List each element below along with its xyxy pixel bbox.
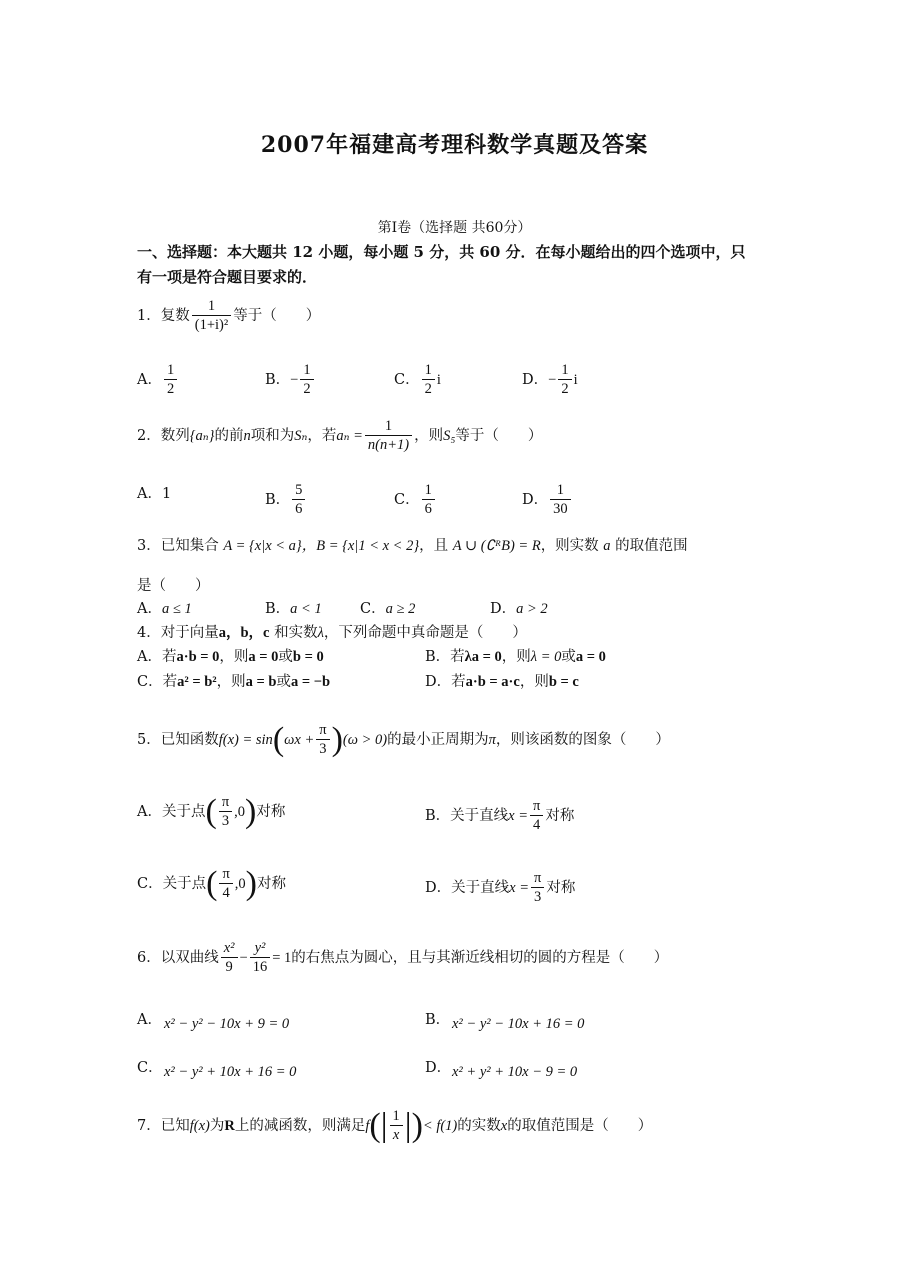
q6-option-d-value: x² + y² + 10x − 9 = 0 — [452, 1064, 578, 1080]
q6-option-c: C． — [137, 1060, 163, 1076]
q1-option-b: B．− $\frac{1}{2}$ — [265, 362, 316, 398]
question-3-cont: 是（ ） — [137, 578, 210, 594]
q6-option-c-value: x² − y² + 10x + 16 = 0 — [164, 1064, 297, 1080]
q4-option-b: B．若λa = 0，则λ = 0或a = 0 — [425, 649, 606, 665]
question-7: 7．已知f(x)为R上的减函数，则满足f(| $\frac{1}{x}$ |)< f(1)的实数x的取值范围是（ ） — [137, 1107, 653, 1144]
question-2: 2．数列{aₙ}的前n项和为Sₙ，若aₙ = $\frac{1}{n(n+1)}$ ，则S₅等于（ ） — [137, 418, 543, 453]
question-1: 1．复数 $\frac{1}{\text{(1+i)²}}$ 等于（ ） — [137, 298, 321, 333]
q3-option-c: C．a ≥ 2 — [360, 601, 416, 617]
q6-option-a-value: x² − y² − 10x + 9 = 0 — [164, 1016, 290, 1032]
q5-option-a: A．关于点( $\frac{\pi}{3}$ ,0)对称 — [137, 793, 286, 830]
q6-option-b: B． — [425, 1012, 451, 1028]
section-heading: 第Ⅰ卷（选择题 共60分） — [377, 220, 532, 236]
q2-fraction: $\frac{1}{n(n+1)}$ — [365, 418, 412, 454]
q4-option-c: C．若a² = b²，则a = b或a = −b — [137, 674, 331, 690]
q1-fraction: $\frac{1}{\text{(1+i)²}}$ — [192, 298, 231, 334]
q2-option-d: D． $\frac{1}{30}$ — [522, 482, 573, 518]
page-title: 2007年福建高考理科数学真题及答案 — [260, 132, 649, 158]
q3-option-d: D．a > 2 — [490, 601, 548, 617]
q3-option-b: B．a < 1 — [265, 601, 322, 617]
q1-option-c: C． $\frac{1}{2}$ i — [394, 362, 441, 397]
q5-option-c: C．关于点( $\frac{\pi}{4}$ ,0)对称 — [137, 865, 286, 902]
q1-option-a: A． $\frac{1}{2}$ — [137, 362, 179, 398]
q1-option-d: D．− $\frac{1}{2}$ i — [522, 362, 578, 397]
question-3: 3．已知集合 A = {x|x < a}，B = {x|1 < x < 2}，且 A ∪ (∁ᴿB) = R，则实数 a 的取值范围 — [137, 538, 688, 554]
instructions-line-2: 有一项是符合题目要求的． — [137, 268, 318, 286]
q2-option-c: C． $\frac{1}{6}$ — [394, 482, 437, 518]
q3-option-a: A．a ≤ 1 — [137, 601, 192, 617]
question-5: 5．已知函数f(x) = sin(ωx + $\frac{\pi}{3}$ )(ω > 0)的最小正周期为π，则该函数的图象（ ） — [137, 721, 670, 758]
q4-option-d: D．若a·b = a·c，则b = c — [425, 674, 579, 690]
q6-option-b-value: x² − y² − 10x + 16 = 0 — [452, 1016, 585, 1032]
question-6: 6．以双曲线 $\frac{\text{x²}}{9}$ − $\frac{\text{y²}}{16}$ = 1的右焦点为圆心，且与其渐近线相切的圆的方程是（ ） — [137, 940, 669, 975]
q6-option-a: A． — [137, 1012, 162, 1028]
question-4: 4．对于向量a，b，c 和实数λ，下列命题中真命题是（ ） — [137, 625, 527, 641]
instructions-line-1: 一、选择题：本大题共 12 小题，每小题 5 分，共 60 分．在每小题给出的四个选项中，只 — [137, 243, 746, 261]
q6-option-d: D． — [425, 1060, 452, 1076]
q2-option-b: B． $\frac{5}{6}$ — [265, 482, 307, 518]
q2-option-a: A．1 — [137, 486, 172, 502]
q5-option-d: D．关于直线x = $\frac{\pi}{3}$ 对称 — [425, 870, 576, 905]
q4-option-a: A．若a·b = 0，则a = 0或b = 0 — [137, 649, 324, 665]
q5-option-b: B．关于直线x = $\frac{\pi}{4}$ 对称 — [425, 798, 575, 833]
